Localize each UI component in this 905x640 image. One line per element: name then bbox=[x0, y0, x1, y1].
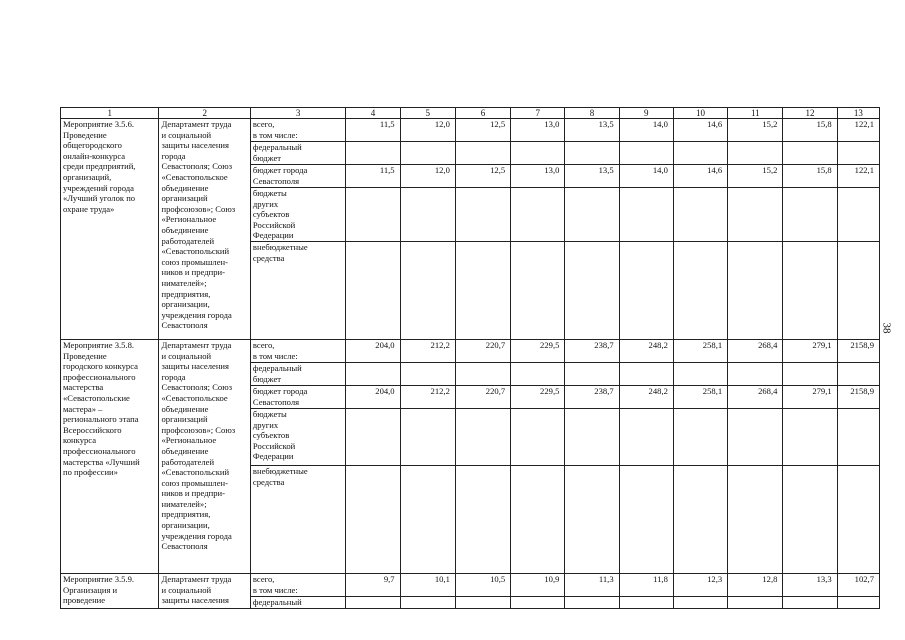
amount-cell bbox=[783, 142, 837, 165]
column-number-cell: 8 bbox=[565, 108, 619, 119]
amount-cell bbox=[511, 188, 565, 242]
amount-cell: 13,0 bbox=[511, 165, 565, 188]
column-number-cell: 4 bbox=[346, 108, 400, 119]
amount-cell: 220,7 bbox=[455, 339, 510, 362]
amount-cell bbox=[783, 408, 837, 465]
document-table-sheet bbox=[60, 107, 880, 640]
amount-cell bbox=[400, 241, 455, 339]
amount-cell bbox=[673, 596, 727, 608]
amount-cell bbox=[511, 465, 565, 573]
amount-cell bbox=[728, 362, 783, 385]
amount-cell: 279,1 bbox=[783, 339, 837, 362]
amount-cell bbox=[455, 142, 510, 165]
amount-cell: 122,1 bbox=[837, 119, 879, 142]
column-number-cell: 10 bbox=[673, 108, 727, 119]
financing-table bbox=[60, 107, 880, 609]
amount-cell bbox=[511, 596, 565, 608]
header-row bbox=[61, 108, 880, 119]
amount-cell bbox=[565, 362, 619, 385]
amount-cell: 14,0 bbox=[619, 165, 673, 188]
amount-cell bbox=[400, 142, 455, 165]
amount-cell bbox=[619, 465, 673, 573]
amount-cell: 10,9 bbox=[511, 573, 565, 596]
amount-cell: 238,7 bbox=[565, 339, 619, 362]
amount-cell bbox=[565, 241, 619, 339]
amount-cell bbox=[619, 596, 673, 608]
column-number-cell: 5 bbox=[400, 108, 455, 119]
amount-cell bbox=[783, 362, 837, 385]
amount-cell bbox=[619, 188, 673, 242]
amount-cell bbox=[673, 188, 727, 242]
funding-source-cell: бюджет города Севастополя bbox=[250, 385, 345, 408]
amount-cell: 13,3 bbox=[783, 573, 837, 596]
amount-cell: 12,3 bbox=[673, 573, 727, 596]
amount-cell bbox=[728, 408, 783, 465]
column-number-cell: 3 bbox=[250, 108, 345, 119]
funding-source-cell: федеральный бюджет bbox=[250, 142, 345, 165]
amount-cell bbox=[346, 142, 400, 165]
amount-cell bbox=[837, 142, 879, 165]
funding-source-cell: бюджеты других субъектов Российской Федерации bbox=[250, 408, 345, 465]
amount-cell bbox=[619, 408, 673, 465]
amount-cell bbox=[619, 241, 673, 339]
funding-source-cell: внебюджетные средства bbox=[250, 241, 345, 339]
executor-cell: Департамент труда и социальной защиты населения города Севастополя; Союз «Севастопольское объединение организаций профсоюзов»; Союз «Региональное объединение работодателей «Севастопольский союз промышлен- ников и предпри- нимателей»; предприятия, организации, учреждения города Севастополя bbox=[159, 339, 250, 573]
column-number-cell: 1 bbox=[61, 108, 159, 119]
amount-cell: 122,1 bbox=[837, 165, 879, 188]
amount-cell bbox=[728, 596, 783, 608]
amount-cell bbox=[455, 465, 510, 573]
amount-cell bbox=[346, 465, 400, 573]
amount-cell: 248,2 bbox=[619, 385, 673, 408]
measure-name-cell: Мероприятие 3.5.9. Организация и проведение bbox=[61, 573, 159, 608]
amount-cell bbox=[455, 362, 510, 385]
amount-cell bbox=[455, 596, 510, 608]
amount-cell: 15,8 bbox=[783, 119, 837, 142]
amount-cell bbox=[455, 408, 510, 465]
column-number-cell: 13 bbox=[837, 108, 879, 119]
amount-cell: 9,7 bbox=[346, 573, 400, 596]
amount-cell bbox=[837, 188, 879, 242]
amount-cell bbox=[346, 241, 400, 339]
column-number-cell: 11 bbox=[728, 108, 783, 119]
amount-cell: 258,1 bbox=[673, 385, 727, 408]
amount-cell bbox=[346, 362, 400, 385]
amount-cell: 14,0 bbox=[619, 119, 673, 142]
amount-cell bbox=[346, 596, 400, 608]
funding-source-cell: федеральный bbox=[250, 596, 345, 608]
amount-cell: 12,0 bbox=[400, 119, 455, 142]
amount-cell bbox=[673, 142, 727, 165]
amount-cell bbox=[565, 188, 619, 242]
funding-source-cell: всего, в том числе: bbox=[250, 119, 345, 142]
amount-cell: 268,4 bbox=[728, 339, 783, 362]
amount-cell: 15,2 bbox=[728, 119, 783, 142]
amount-cell bbox=[673, 408, 727, 465]
amount-cell bbox=[511, 142, 565, 165]
amount-cell: 11,3 bbox=[565, 573, 619, 596]
amount-cell bbox=[565, 596, 619, 608]
amount-cell: 13,5 bbox=[565, 165, 619, 188]
amount-cell bbox=[565, 465, 619, 573]
amount-cell bbox=[400, 408, 455, 465]
amount-cell bbox=[837, 465, 879, 573]
amount-cell: 12,5 bbox=[455, 165, 510, 188]
table-row bbox=[61, 119, 880, 142]
amount-cell: 11,5 bbox=[346, 119, 400, 142]
amount-cell bbox=[837, 241, 879, 339]
amount-cell bbox=[837, 408, 879, 465]
amount-cell: 15,2 bbox=[728, 165, 783, 188]
amount-cell bbox=[346, 408, 400, 465]
amount-cell: 10,1 bbox=[400, 573, 455, 596]
amount-cell bbox=[400, 362, 455, 385]
executor-cell: Департамент труда и социальной защиты населения bbox=[159, 573, 250, 608]
amount-cell bbox=[783, 596, 837, 608]
amount-cell bbox=[728, 142, 783, 165]
amount-cell: 212,2 bbox=[400, 339, 455, 362]
table-row bbox=[61, 339, 880, 362]
funding-source-cell: всего, в том числе: bbox=[250, 573, 345, 596]
measure-name-cell: Мероприятие 3.5.8. Проведение городского конкурса профессионального мастерства «Севастопольские мастера» – регионального этапа Всероссийского конкурса профессионального мастерства «Лучший по профессии» bbox=[61, 339, 159, 573]
amount-cell: 11,8 bbox=[619, 573, 673, 596]
amount-cell bbox=[565, 142, 619, 165]
amount-cell: 12,8 bbox=[728, 573, 783, 596]
amount-cell bbox=[400, 596, 455, 608]
funding-source-cell: бюджеты других субъектов Российской Федерации bbox=[250, 188, 345, 242]
amount-cell: 15,8 bbox=[783, 165, 837, 188]
amount-cell bbox=[673, 362, 727, 385]
amount-cell: 10,5 bbox=[455, 573, 510, 596]
amount-cell: 248,2 bbox=[619, 339, 673, 362]
table-row bbox=[61, 573, 880, 596]
amount-cell: 13,5 bbox=[565, 119, 619, 142]
amount-cell bbox=[783, 188, 837, 242]
amount-cell bbox=[511, 241, 565, 339]
amount-cell: 229,5 bbox=[511, 385, 565, 408]
amount-cell bbox=[728, 188, 783, 242]
amount-cell: 204,0 bbox=[346, 385, 400, 408]
amount-cell: 14,6 bbox=[673, 119, 727, 142]
executor-cell: Департамент труда и социальной защиты населения города Севастополя; Союз «Севастопольское объединение организаций профсоюзов»; Союз «Региональное объединение работодателей «Севастопольский союз промышлен- ников и предпри- нимателей»; предприятия, организации, учреждения города Севастополя bbox=[159, 119, 250, 340]
amount-cell: 11,5 bbox=[346, 165, 400, 188]
amount-cell: 229,5 bbox=[511, 339, 565, 362]
amount-cell bbox=[728, 241, 783, 339]
amount-cell bbox=[400, 465, 455, 573]
measure-name-cell: Мероприятие 3.5.6. Проведение общегородского онлайн-конкурса среди предприятий, организаций, учреждений города «Лучший уголок по охране труда» bbox=[61, 119, 159, 340]
amount-cell bbox=[511, 362, 565, 385]
amount-cell: 238,7 bbox=[565, 385, 619, 408]
amount-cell bbox=[783, 465, 837, 573]
amount-cell: 279,1 bbox=[783, 385, 837, 408]
amount-cell: 14,6 bbox=[673, 165, 727, 188]
amount-cell bbox=[619, 362, 673, 385]
funding-source-cell: федеральный бюджет bbox=[250, 362, 345, 385]
amount-cell bbox=[346, 188, 400, 242]
amount-cell: 212,2 bbox=[400, 385, 455, 408]
column-number-cell: 9 bbox=[619, 108, 673, 119]
amount-cell bbox=[673, 241, 727, 339]
amount-cell bbox=[728, 465, 783, 573]
amount-cell bbox=[837, 362, 879, 385]
amount-cell: 12,0 bbox=[400, 165, 455, 188]
amount-cell: 268,4 bbox=[728, 385, 783, 408]
amount-cell: 204,0 bbox=[346, 339, 400, 362]
amount-cell bbox=[673, 465, 727, 573]
amount-cell bbox=[400, 188, 455, 242]
amount-cell bbox=[511, 408, 565, 465]
amount-cell: 220,7 bbox=[455, 385, 510, 408]
amount-cell: 13,0 bbox=[511, 119, 565, 142]
amount-cell bbox=[455, 188, 510, 242]
amount-cell: 12,5 bbox=[455, 119, 510, 142]
amount-cell bbox=[565, 408, 619, 465]
amount-cell bbox=[455, 241, 510, 339]
amount-cell: 102,7 bbox=[837, 573, 879, 596]
amount-cell: 2158,9 bbox=[837, 385, 879, 408]
funding-source-cell: внебюджетные средства bbox=[250, 465, 345, 573]
column-number-cell: 7 bbox=[511, 108, 565, 119]
funding-source-cell: всего, в том числе: bbox=[250, 339, 345, 362]
amount-cell bbox=[783, 241, 837, 339]
column-number-cell: 12 bbox=[783, 108, 837, 119]
funding-source-cell: бюджет города Севастополя bbox=[250, 165, 345, 188]
amount-cell: 258,1 bbox=[673, 339, 727, 362]
amount-cell: 2158,9 bbox=[837, 339, 879, 362]
page-number: 38 bbox=[880, 322, 893, 334]
column-number-cell: 2 bbox=[159, 108, 250, 119]
amount-cell bbox=[619, 142, 673, 165]
amount-cell bbox=[837, 596, 879, 608]
column-number-cell: 6 bbox=[455, 108, 510, 119]
